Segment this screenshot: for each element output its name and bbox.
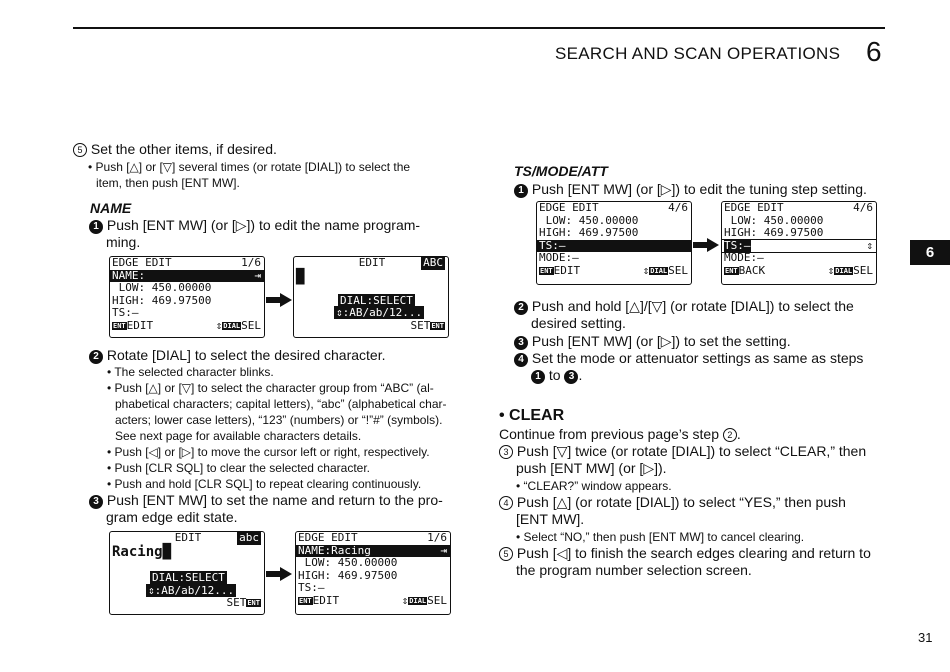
header-rule — [73, 27, 885, 29]
ts-step-3: 3 Push [ENT MW] (or [▷]) to set the setting. — [514, 333, 791, 350]
circled-5-icon: 5 — [73, 143, 87, 157]
step-1-icon: 1 — [514, 184, 528, 198]
arrow-right-icon — [266, 567, 292, 581]
clear-heading: • CLEAR — [499, 407, 565, 424]
step-5-note: • Push [△] or [▽] several times (or rotate [DIAL]) to select the item, then push [ENT MW]. — [88, 160, 411, 190]
clear-step-3-note: • “CLEAR?” window appears. — [516, 479, 672, 493]
lcd-edge-edit-ts: EDGE EDIT 4/6 LOW: 450.00000 HIGH: 469.97500 TS:– MODE:– ENTEDIT ⇕DIALSEL — [536, 201, 692, 285]
step-1-icon: 1 — [531, 370, 545, 384]
ts-mode-att-heading: TS/MODE/ATT — [514, 163, 608, 179]
clear-intro: Continue from previous page’s step 2 . — [499, 426, 741, 442]
step-2-icon: 2 — [514, 301, 528, 315]
clear-step-5: 5 Push [◁] to finish the search edges clearing and return to the program number selection screen. — [499, 545, 889, 579]
circled-2-icon: 2 — [723, 428, 737, 442]
name-step-1: 1 Push [ENT MW] (or [▷]) to edit the name program- ming. — [89, 217, 420, 251]
lcd-edit-name-blank: EDIT ABC █ DIAL:SELECT ⇕:AB/ab/12... SETENT — [293, 256, 449, 338]
name-heading: NAME — [90, 200, 132, 216]
lcd-edge-edit-name: EDGE EDIT 1/6 NAME: ⇥ LOW: 450.00000 HIGH: 469.97500 TS:– ENTEDIT ⇕DIALSEL — [109, 256, 265, 338]
circled-3-icon: 3 — [499, 445, 513, 459]
name-step-2-notes: • The selected character blinks. • Push [△] or [▽] to select the character group from “ABC” (al- phabetical characters; capital letters), “abc” (alphabetical char- acters; lower case letters), “123” (numbers) or “!”#” (symbols). See next page for available characters details. • Push [◁] or [▷] to move the cursor left or right, respectively. • Push [CLR SQL] to clear the selected character. • Push and hold [CLR SQL] to repeat clearing continuously. — [107, 365, 447, 491]
step-3-icon: 3 — [564, 370, 578, 384]
ts-step-1: 1 Push [ENT MW] (or [▷]) to edit the tuning step setting. — [514, 181, 867, 198]
step-2-icon: 2 — [89, 350, 103, 364]
circled-5-icon: 5 — [499, 547, 513, 561]
step-3-icon: 3 — [89, 495, 103, 509]
section-title: SEARCH AND SCAN OPERATIONS — [555, 44, 841, 63]
name-step-3: 3 Push [ENT MW] to set the name and return to the pro- gram edge edit state. — [89, 492, 443, 526]
lcd-edit-name-racing: EDIT abc Racing█ DIAL:SELECT ⇕:AB/ab/12... SETENT — [109, 531, 265, 615]
clear-step-3: 3 Push [▽] twice (or rotate [DIAL]) to select “CLEAR,” then push [ENT MW] (or [▷]). — [499, 443, 889, 477]
step-5 — [73, 141, 277, 158]
step-4-icon: 4 — [514, 353, 528, 367]
chapter-number: 6 — [866, 36, 882, 67]
step-3-icon: 3 — [514, 336, 528, 350]
lcd-edge-edit-racing: EDGE EDIT 1/6 NAME:Racing ⇥ LOW: 450.00000 HIGH: 469.97500 TS:– ENTEDIT ⇕DIALSEL — [295, 531, 451, 615]
page-number: 31 — [918, 630, 933, 645]
clear-step-4-note: • Select “NO,” then push [ENT MW] to cancel clearing. — [516, 530, 805, 544]
arrow-right-icon — [693, 238, 719, 252]
clear-step-4: 4 Push [△] (or rotate [DIAL]) to select “YES,” then push [ENT MW]. — [499, 494, 889, 528]
arrow-right-icon — [266, 293, 292, 307]
name-step-2: 2 Rotate [DIAL] to select the desired character. — [89, 347, 385, 364]
circled-4-icon: 4 — [499, 496, 513, 510]
ts-step-4: 4 Set the mode or attenuator settings as same as steps 1 to 3 . — [514, 350, 889, 384]
step-1-icon: 1 — [89, 220, 103, 234]
ts-step-2: 2 Push and hold [△]/[▽] (or rotate [DIAL]) to select the desired setting. — [514, 298, 889, 332]
step-5-text: Set the other items, if desired. — [90, 141, 277, 157]
chapter-tab: 6 — [910, 240, 950, 265]
lcd-edge-edit-ts-select: EDGE EDIT 4/6 LOW: 450.00000 HIGH: 469.97500 TS:– ⇕ MODE:– ENTBACK ⇕DIALSEL — [721, 201, 877, 285]
